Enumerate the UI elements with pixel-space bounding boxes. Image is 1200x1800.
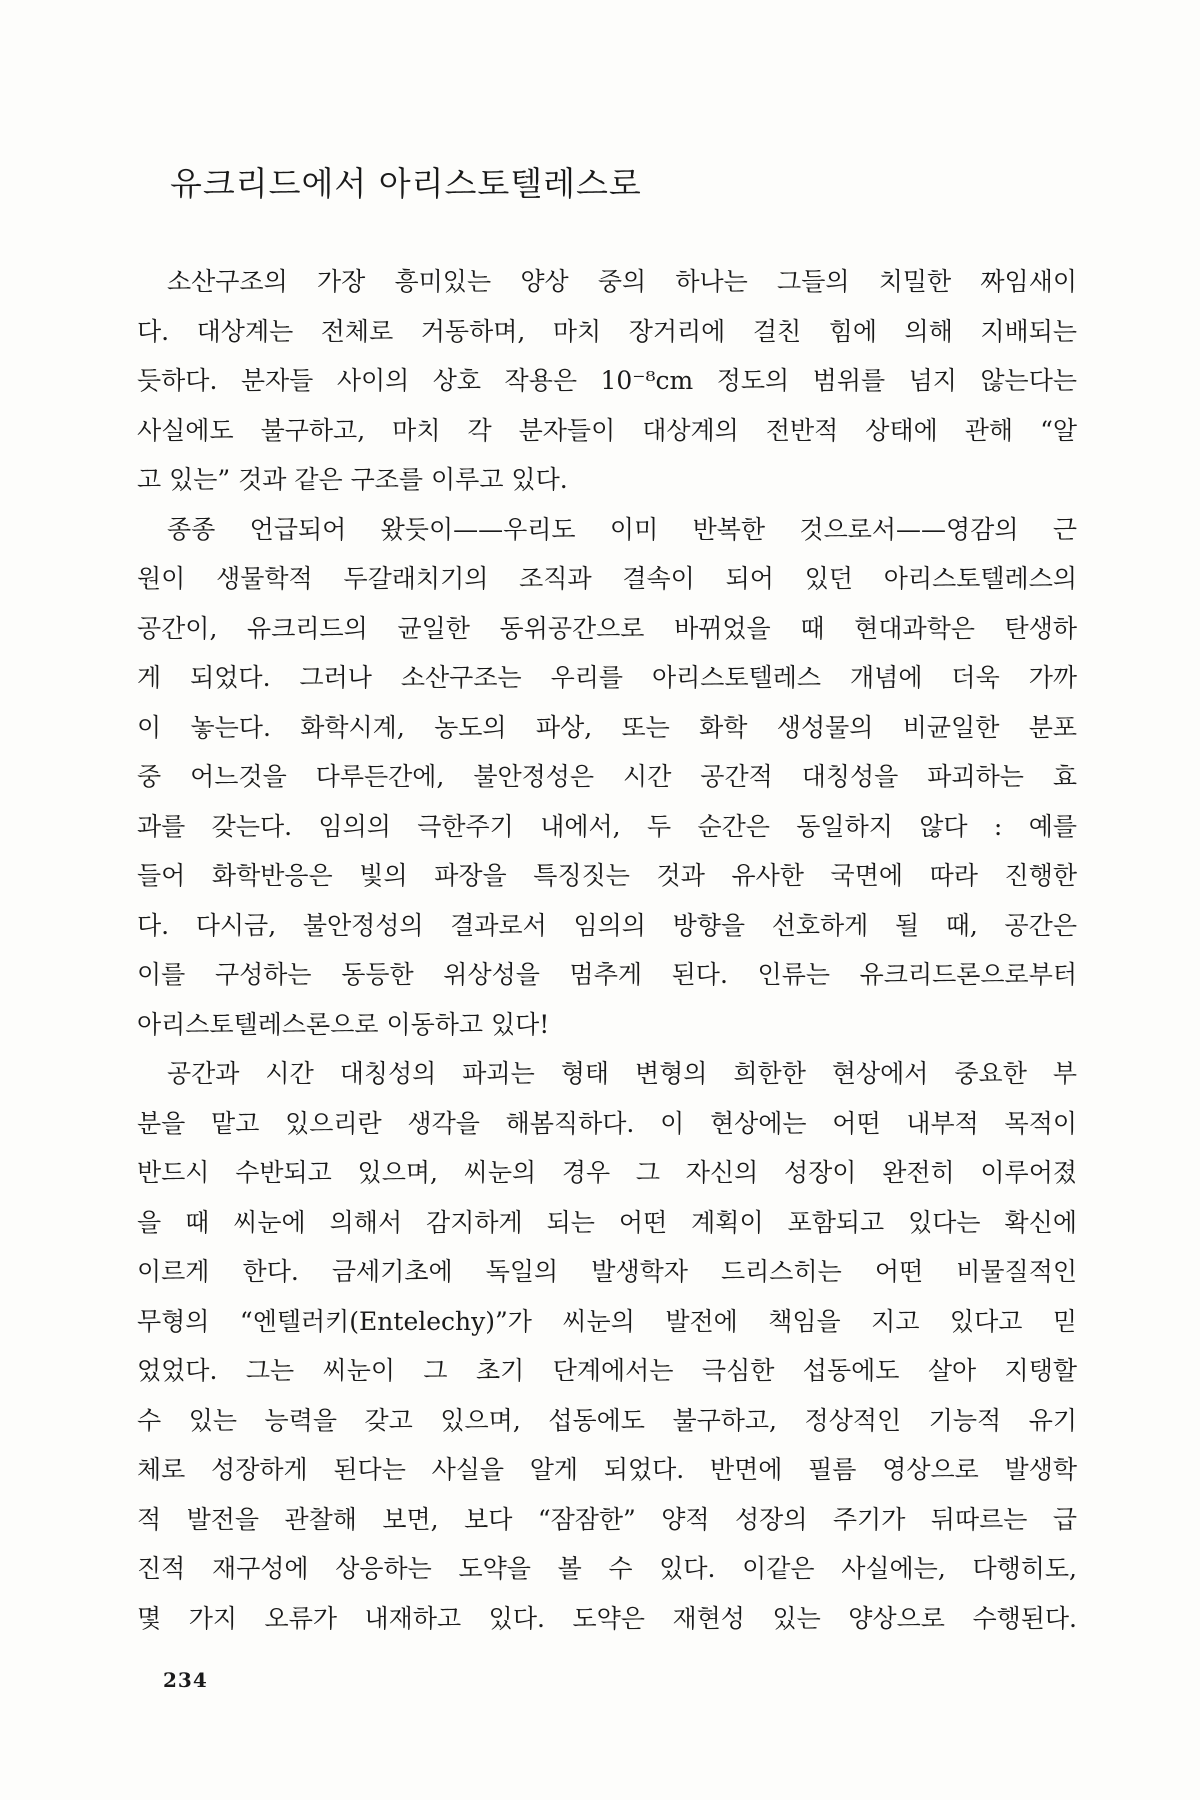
text-line: 공간과 시간 대칭성의 파괴는 형태 변형의 희한한 현상에서 중요한 부: [167, 1059, 1077, 1088]
section-heading: 유크리드에서 아리스토텔레스로: [170, 164, 642, 203]
text-line: 적 발전을 관찰해 보면, 보다 “잠잠한” 양적 성장의 주기가 뒤따르는 급: [137, 1504, 1077, 1534]
text-line: 다. 다시금, 불안정성의 결과로서 임의의 방향을 선호하게 될 때, 공간은: [137, 910, 1077, 940]
text-line: 들어 화학반응은 빛의 파장을 특징짓는 것과 유사한 국면에 따라 진행한: [137, 861, 1077, 890]
text-line: 었었다. 그는 씨눈이 그 초기 단계에서는 극심한 섭동에도 살아 지탱할: [137, 1356, 1077, 1385]
text-line: 고 있는” 것과 같은 구조를 이루고 있다.: [137, 465, 568, 494]
text-line: 소산구조의 가장 흥미있는 양상 중의 하나는 그들의 치밀한 짜임새이: [167, 267, 1077, 296]
text-line: 공간이, 유크리드의 균일한 동위공간으로 바뀌었을 때 현대과학은 탄생하: [137, 613, 1077, 643]
text-line: 무형의 “엔텔러키(Entelechy)”가 씨눈의 발전에 책임을 지고 있다고 믿: [137, 1306, 1077, 1336]
text-line: 을 때 씨눈에 의해서 감지하게 되는 어떤 계획이 포함되고 있다는 확신에: [137, 1207, 1077, 1237]
text-line: 아리스토텔레스론으로 이동하고 있다!: [137, 1009, 550, 1039]
text-line: 중 어느것을 다루든간에, 불안정성은 시간 공간적 대칭성을 파괴하는 효: [137, 762, 1077, 791]
text-line: 원이 생물학적 두갈래치기의 조직과 결속이 되어 있던 아리스토텔레스의: [137, 564, 1077, 593]
text-line: 종종 언급되어 왔듯이——우리도 이미 반복한 것으로서——영감의 근: [167, 514, 1077, 544]
text-line: 수 있는 능력을 갖고 있으며, 섭동에도 불구하고, 정상적인 기능적 유기: [137, 1405, 1077, 1435]
body-text: [137, 257, 1077, 1643]
text-line: 과를 갖는다. 임의의 극한주기 내에서, 두 순간은 동일하지 않다 : 예를: [137, 811, 1077, 841]
text-line: 이 놓는다. 화학시계, 농도의 파상, 또는 화학 생성물의 비균일한 분포: [137, 712, 1077, 742]
text-line: 사실에도 불구하고, 마치 각 분자들이 대상계의 전반적 상태에 관해 “알: [137, 415, 1077, 445]
text-line: 몇 가지 오류가 내재하고 있다. 도약은 재현성 있는 양상으로 수행된다.: [137, 1603, 1077, 1633]
page-number: 234: [163, 1668, 208, 1692]
text-line: 이르게 한다. 금세기초에 독일의 발생학자 드리스히는 어떤 비물질적인: [137, 1257, 1077, 1286]
text-line: 게 되었다. 그러나 소산구조는 우리를 아리스토텔레스 개념에 더욱 가까: [137, 663, 1077, 692]
text-line: 분을 맡고 있으리란 생각을 해봄직하다. 이 현상에는 어떤 내부적 목적이: [137, 1108, 1077, 1138]
text-line: 체로 성장하게 된다는 사실을 알게 되었다. 반면에 필름 영상으로 발생학: [137, 1455, 1077, 1484]
text-line: 다. 대상계는 전체로 거동하며, 마치 장거리에 걸친 힘에 의해 지배되는: [137, 316, 1077, 346]
text-line: 듯하다. 분자들 사이의 상호 작용은 10⁻⁸cm 정도의 범위를 넘지 않는다는: [137, 366, 1077, 395]
text-line: 진적 재구성에 상응하는 도약을 볼 수 있다. 이같은 사실에는, 다행히도,: [137, 1554, 1077, 1583]
text-line: 이를 구성하는 동등한 위상성을 멈추게 된다. 인류는 유크리드론으로부터: [137, 960, 1077, 989]
text-line: 반드시 수반되고 있으며, 씨눈의 경우 그 자신의 성장이 완전히 이루어졌: [137, 1158, 1077, 1187]
